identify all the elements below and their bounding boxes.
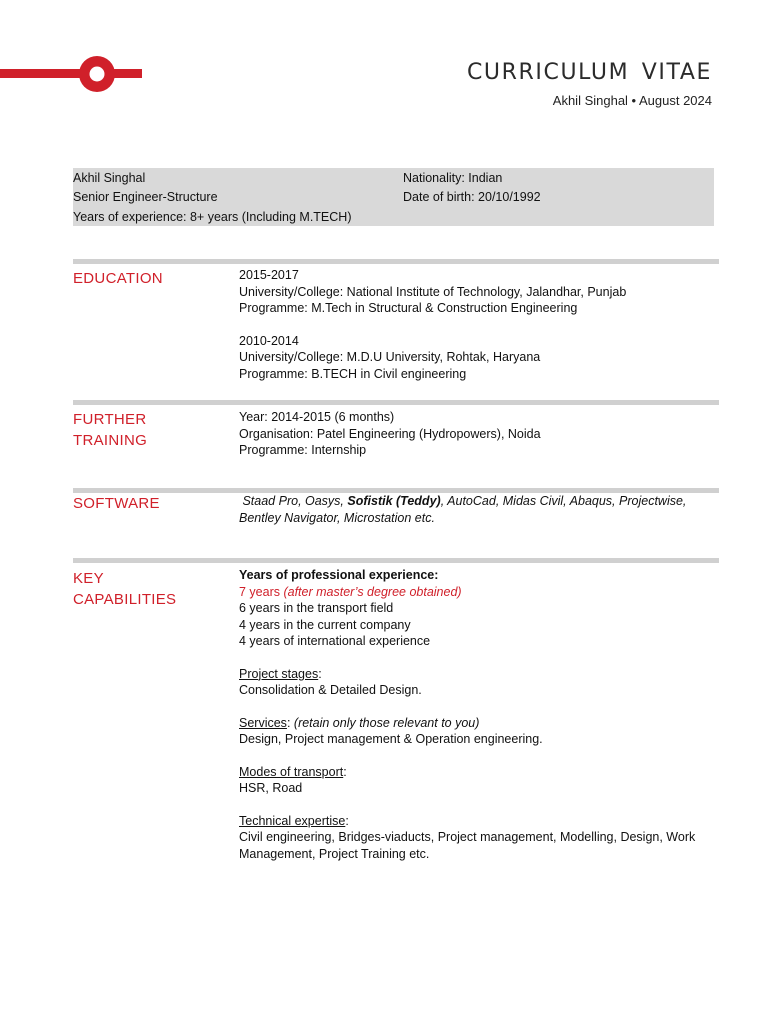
education-programme: Programme: M.Tech in Structural & Construction Engineering	[239, 301, 578, 315]
capabilities-heading-line: CAPABILITIES	[73, 591, 177, 608]
experience-line: 4 years of international experience	[239, 634, 431, 648]
colon: :	[343, 764, 347, 779]
training-year: Year: 2014-2015 (6 months)	[239, 410, 395, 424]
software-list-part: Bentley Navigator, Microstation etc.	[239, 510, 435, 525]
experience-years: 7 years	[239, 584, 284, 599]
education-institution: University/College: National Institute of Technology, Jalandhar, Punjab	[239, 284, 627, 299]
experience-highlight	[239, 584, 719, 601]
experience-line: 6 years in the transport field	[239, 601, 394, 615]
software-content	[239, 493, 719, 526]
services-note: (retain only those relevant to you)	[293, 715, 480, 730]
education-programme: Programme: B.TECH in Civil engineering	[239, 366, 467, 381]
capabilities-heading	[73, 568, 223, 610]
stages-value: Consolidation & Detailed Design.	[239, 683, 422, 697]
capabilities-heading-line: KEY	[73, 570, 104, 587]
stages-label-line	[239, 666, 719, 683]
person-role: Senior Engineer-Structure	[73, 190, 218, 204]
expertise-label: Technical expertise	[239, 813, 346, 828]
software-list-part: , AutoCad, Midas Civil, Abaqus, Projectwise,	[440, 494, 687, 508]
expertise-label-line	[239, 813, 719, 830]
colon: :	[345, 813, 349, 828]
training-programme: Programme: Internship	[239, 443, 367, 457]
experience-title: Years of professional experience:	[239, 568, 439, 582]
person-dob: Date of birth: 20/10/1992	[403, 190, 541, 204]
education-years: 2015-2017	[239, 268, 299, 282]
education-content	[239, 267, 719, 382]
person-nationality: Nationality: Indian	[403, 171, 503, 185]
experience-line: 4 years in the current company	[239, 617, 411, 632]
training-heading	[73, 409, 223, 451]
training-heading-line: TRAINING	[73, 432, 148, 449]
training-content	[239, 409, 719, 459]
services-value: Design, Project management & Operation engineering.	[239, 732, 543, 746]
training-heading-line: FURTHER	[73, 411, 147, 428]
brand-logo	[0, 52, 142, 96]
modes-value: HSR, Road	[239, 781, 303, 795]
services-label-line	[239, 715, 719, 732]
expertise-value: Civil engineering, Bridges-viaducts, Project management, Modelling, Design, Work	[239, 830, 696, 844]
modes-label-line	[239, 764, 719, 781]
software-list-part: Staad Pro, Oasys,	[239, 494, 348, 508]
services-label: Services	[239, 715, 287, 730]
section-divider	[73, 400, 719, 405]
education-institution: University/College: M.D.U University, Rohtak, Haryana	[239, 350, 541, 364]
document-subtitle: Akhil Singhal • August 2024	[552, 93, 712, 108]
stages-label: Project stages	[239, 666, 319, 681]
colon: :	[286, 715, 291, 730]
education-years: 2010-2014	[239, 333, 299, 348]
section-divider	[73, 259, 719, 264]
software-heading: SOFTWARE	[73, 495, 160, 512]
document-title: CURRICULUM VITAE	[466, 60, 712, 85]
experience-note: (after master’s degree obtained)	[283, 584, 462, 599]
training-organisation: Organisation: Patel Engineering (Hydropowers), Noida	[239, 426, 541, 441]
software-highlight: Sofistik (Teddy)	[347, 494, 441, 508]
section-divider	[73, 558, 719, 563]
expertise-value: Management, Project Training etc.	[239, 846, 430, 861]
colon: :	[318, 666, 322, 681]
capabilities-content	[239, 567, 719, 862]
person-name: Akhil Singhal	[73, 171, 146, 185]
education-heading: EDUCATION	[73, 270, 163, 287]
modes-label: Modes of transport	[239, 764, 344, 779]
person-experience: Years of experience: 8+ years (Including M.TECH)	[73, 210, 352, 224]
